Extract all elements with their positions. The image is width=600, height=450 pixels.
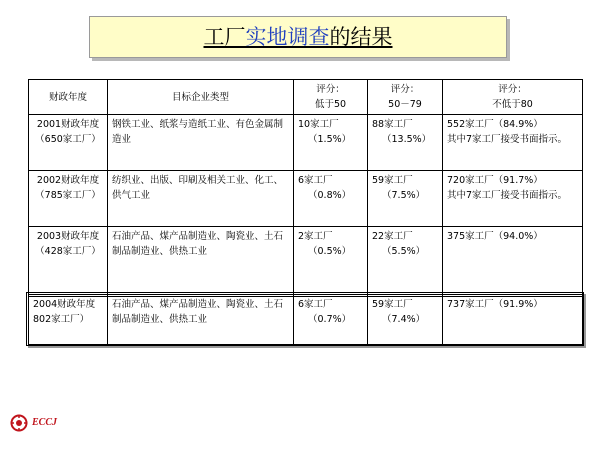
cell-fiscal-year (29, 115, 108, 171)
low-count: 10家工厂 (298, 119, 339, 130)
page-title (89, 16, 507, 58)
cell-score-high (443, 171, 583, 227)
header-score-low-label: 评分： (316, 84, 345, 95)
low-count: 6家工厂 (298, 299, 333, 310)
header-score-high-range: 不低于80 (492, 99, 533, 110)
cell-score-high (443, 295, 583, 345)
mid-percent: （5.5%） (382, 246, 426, 257)
mid-percent: （7.5%） (382, 190, 426, 201)
header-fiscal-year: 财政年度 (29, 80, 108, 115)
cell-fiscal-year (29, 295, 108, 345)
title-part-3: 的结果 (329, 25, 393, 49)
cell-score-mid (368, 227, 443, 297)
cell-score-low (294, 295, 368, 345)
mid-count: 88家工厂 (372, 119, 413, 130)
logo-text: ECCJ (32, 417, 58, 428)
table-header-row (29, 80, 583, 115)
mid-percent: （7.4%） (382, 314, 426, 325)
high-count: 552家工厂（84.9%） (447, 119, 543, 130)
cell-score-mid (368, 295, 443, 345)
low-percent: （0.5%） (308, 246, 352, 257)
table-row (29, 227, 583, 297)
high-note: 其中7家工厂接受书面指示。 (447, 134, 568, 145)
low-percent: （0.7%） (308, 314, 352, 325)
cell-score-low (294, 171, 368, 227)
year-label: 2002财政年度 (36, 175, 100, 186)
low-percent: （1.5%） (308, 134, 352, 145)
header-score-low (294, 80, 368, 115)
mid-count: 59家工厂 (372, 175, 413, 186)
year-label: 2004财政年度 (33, 299, 96, 310)
cell-industry: 纺织业、出版、印刷及相关工业、化工、供气工业 (108, 171, 294, 227)
mid-percent: （13.5%） (382, 134, 432, 145)
year-label: 2001财政年度 (36, 119, 100, 130)
year-count: 802家工厂） (33, 314, 90, 325)
header-score-mid-range: 50－79 (388, 99, 422, 110)
year-count: （428家工厂） (35, 246, 101, 257)
header-industry: 目标企业类型 (108, 80, 294, 115)
low-percent: （0.8%） (308, 190, 352, 201)
header-score-mid (368, 80, 443, 115)
high-count: 720家工厂（91.7%） (447, 175, 543, 186)
header-score-high-label: 评分： (498, 84, 527, 95)
header-score-mid-label: 评分： (390, 84, 420, 95)
high-count: 375家工厂（94.0%） (447, 231, 543, 242)
eccj-logo (10, 414, 74, 436)
cell-score-mid (368, 171, 443, 227)
cell-score-high (443, 227, 583, 297)
table-row (29, 171, 583, 227)
eccj-logo-icon (10, 414, 28, 432)
cell-fiscal-year (29, 171, 108, 227)
header-score-low-range: 低于50 (314, 99, 347, 110)
header-score-high (443, 80, 583, 115)
table-row (29, 295, 583, 345)
year-count: （650家工厂） (35, 134, 101, 145)
year-count: （785家工厂） (35, 190, 101, 201)
high-note: 其中7家工厂接受书面指示。 (447, 190, 568, 201)
cell-fiscal-year (29, 227, 108, 297)
cell-industry: 石油产品、煤产品制造业、陶瓷业、土石制品制造业、供热工业 (108, 295, 294, 345)
title-part-1: 工厂 (203, 25, 246, 49)
cell-score-low (294, 227, 368, 297)
high-count: 737家工厂（91.9%） (447, 299, 543, 310)
mid-count: 22家工厂 (372, 231, 413, 242)
year-label: 2003财政年度 (36, 231, 100, 242)
title-part-2: 实地调查 (245, 25, 330, 49)
survey-results-2004-table (28, 294, 583, 345)
table-row (29, 115, 583, 171)
cell-score-high (443, 115, 583, 171)
low-count: 6家工厂 (298, 175, 333, 186)
cell-score-mid (368, 115, 443, 171)
cell-industry: 钢铁工业、纸浆与造纸工业、有色金属制造业 (108, 115, 294, 171)
survey-results-table (28, 79, 583, 297)
cell-industry: 石油产品、煤产品制造业、陶瓷业、土石制品制造业、供热工业 (108, 227, 294, 297)
mid-count: 59家工厂 (372, 299, 413, 310)
low-count: 2家工厂 (298, 231, 333, 242)
cell-score-low (294, 115, 368, 171)
